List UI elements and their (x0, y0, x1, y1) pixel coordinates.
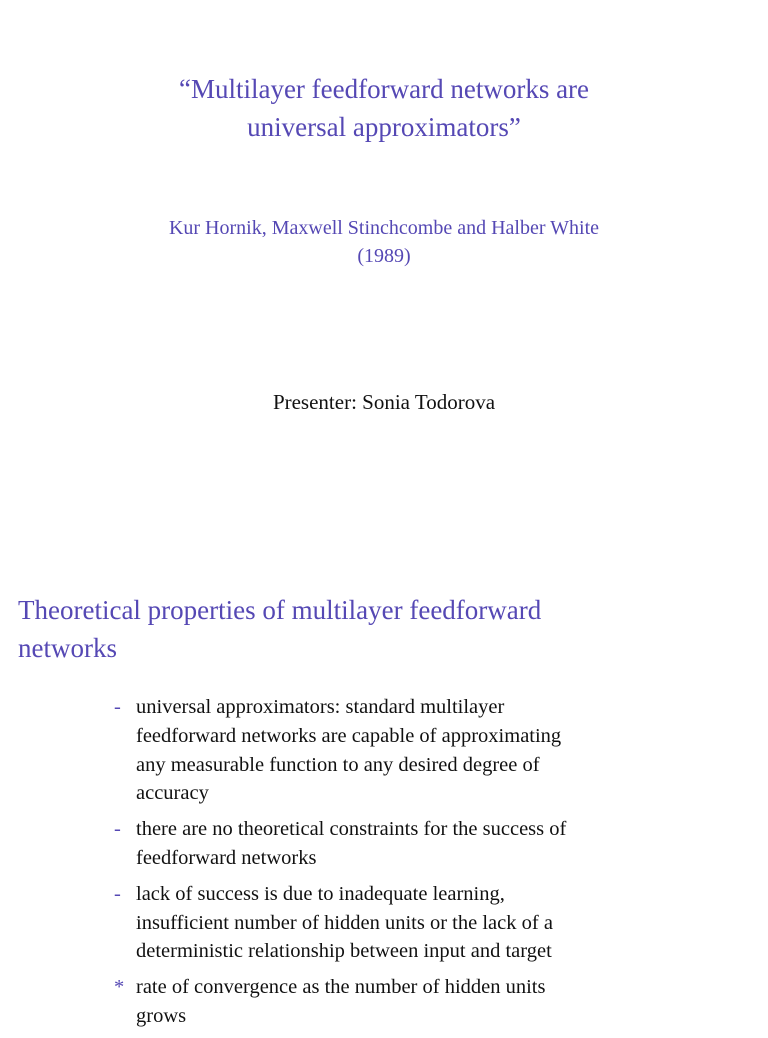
bullet-line: feedforward networks are capable of approximating (136, 724, 562, 747)
asterisk-bullet-icon: * (114, 976, 125, 999)
bullet-item (112, 880, 712, 966)
bullet-text (136, 880, 712, 966)
paper-title-line-2: universal approximators” (247, 112, 521, 142)
frame-title-line-1: Theoretical properties of multilayer feedforward (18, 595, 542, 625)
frame-title (18, 591, 718, 667)
bullet-line: feedforward networks (136, 846, 317, 869)
bullet-text (136, 815, 712, 873)
presenter-line: Presenter: Sonia Todorova (272, 390, 496, 414)
bullet-list (112, 693, 712, 1038)
dash-bullet-icon: - (114, 882, 121, 905)
paper-title (0, 70, 768, 146)
paper-authors (0, 214, 768, 270)
bullet-line: insufficient number of hidden units or the lack of a (136, 911, 553, 934)
bullet-text (136, 693, 712, 808)
authors-line-1: Kur Hornik, Maxwell Stinchcombe and Halber White (168, 217, 600, 239)
dash-bullet-icon: - (114, 696, 121, 718)
bullet-line: universal approximators: standard multilayer (136, 696, 505, 718)
dash-bullet-icon: - (114, 818, 121, 841)
bullet-line: lack of success is due to inadequate learning, (136, 882, 505, 905)
bullet-line: rate of convergence as the number of hidden units (136, 976, 546, 999)
paper-title-line-1: “Multilayer feedforward networks are (178, 74, 590, 104)
bullet-line: any measurable function to any desired degree of (136, 753, 540, 776)
bullet-line: deterministic relationship between input and target (136, 940, 552, 963)
bullet-text (136, 973, 712, 1031)
bullet-line: accuracy (136, 782, 209, 805)
bullet-item (112, 815, 712, 873)
authors-line-2: (1989) (357, 245, 411, 267)
bullet-item (112, 693, 712, 808)
bullet-item (112, 973, 712, 1031)
bullet-line: there are no theoretical constraints for the success of (136, 818, 567, 841)
content-slide (0, 555, 768, 1027)
frame-title-line-2: networks (18, 633, 117, 663)
bullet-line: grows (136, 1004, 187, 1027)
